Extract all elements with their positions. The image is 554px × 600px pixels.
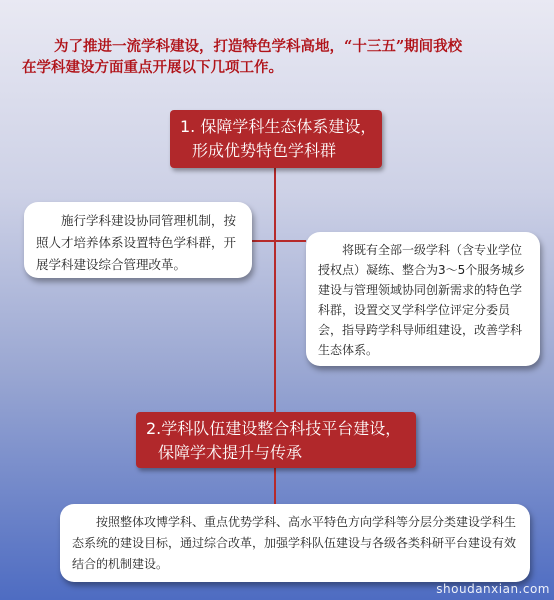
section-2-title-line-2: 保障学术提升与传承 [158, 443, 303, 462]
intro-text [22, 36, 542, 78]
connector-lower-vertical [274, 468, 276, 504]
watermark: shoudanxian.com [436, 582, 550, 596]
section-1-left-card: 施行学科建设协同管理机制，按照人才培养体系设置特色学科群，开展学科建设综合管理改革。 [24, 202, 252, 278]
connector-main-vertical [274, 168, 276, 412]
section-2-header [136, 412, 416, 468]
section-1-right-card: 将既有全部一级学科（含专业学位授权点）凝练、整合为3～5个服务城乡建设与管理领域协同创新需求的特色学科群，设置交叉学科学位评定分委员会，指导跨学科导师组建设，改善学科生态体系。 [306, 232, 540, 366]
section-2-card: 按照整体攻博学科、重点优势学科、高水平特色方向学科等分层分类建设学科生态系统的建设目标，通过综合改革，加强学科队伍建设与各级各类科研平台建设有效结合的机制建设。 [60, 504, 530, 582]
section-1-header [170, 110, 382, 168]
section-2-title-line-1: 2.学科队伍建设整合科技平台建设， [146, 419, 402, 438]
intro-line-1: 为了推进一流学科建设，打造特色学科高地，“十三五”期间我校 [54, 38, 463, 55]
intro-line-2: 在学科建设方面重点开展以下几项工作。 [22, 59, 283, 76]
section-1-title-line-2: 形成优势特色学科群 [192, 141, 337, 160]
connector-horizontal [252, 240, 306, 242]
section-1-title-line-1: 1. 保障学科生态体系建设， [180, 117, 377, 136]
